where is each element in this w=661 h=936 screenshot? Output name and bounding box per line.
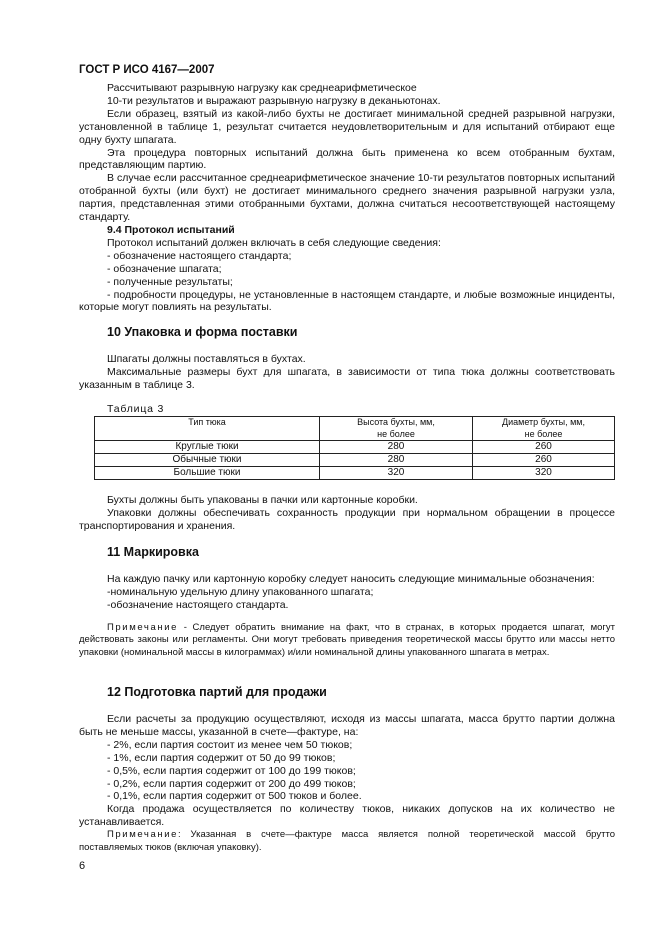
paragraph: Максимальные размеры бухт для шпагата, в зависимости от типа тюка должны соответствовать указанным в таблице 3. bbox=[79, 365, 615, 391]
header-cell bbox=[320, 417, 473, 441]
list-item: - 1%, если партия содержит от 50 до 99 тюков; bbox=[107, 751, 336, 764]
bale-type-cell: Большие тюки bbox=[95, 467, 320, 480]
paragraph: Упаковки должны обеспечивать сохранность продукции при нормальном обращении в процессе транспортирования и хранения. bbox=[79, 506, 615, 532]
paragraph: Если образец, взятый из какой-либо бухты не достигает минимальной средней разрывной нагрузки, установленной в таблице 1, результат считается неудовлетворительным и для испытаний отбирают еще одну бухту шпагата. bbox=[79, 107, 615, 146]
paragraph: В случае если рассчитанное среднеарифметическое значение 10-ти результатов повторных испытаний отобранной бухты (или бухт) не достигает минимального среднего значения разрывной нагрузки узла, партия, представленная этими отобранными бухтами, должна считаться несоответствующей настоящему стандарту. bbox=[79, 172, 615, 224]
paragraph: Когда продажа осуществляется по количеству тюков, никаких допусков на их количество не устанавливается. bbox=[79, 803, 615, 829]
note bbox=[79, 829, 615, 854]
subsection-9-4-title: 9.4 Протокол испытаний bbox=[107, 223, 235, 236]
section-12-title: 12 Подготовка партий для продажи bbox=[107, 685, 327, 699]
section-10-title: 10 Упаковка и форма поставки bbox=[107, 325, 298, 339]
note-text: : Указанная в счете—фактуре масса является полной теоретической массой брутто поставляемых тюков (включая упаковку). bbox=[79, 829, 615, 853]
header-text: не более bbox=[377, 428, 415, 439]
diameter-cell: 260 bbox=[473, 441, 615, 454]
header-text: Высота бухты, мм, bbox=[357, 417, 435, 427]
section-12-body bbox=[79, 713, 615, 854]
list-item: - 2%, если партия состоит из менее чем 50 тюков; bbox=[107, 738, 353, 751]
header-cell bbox=[473, 417, 615, 441]
section-10-body bbox=[79, 353, 615, 392]
paragraph: Рассчитывают разрывную нагрузку как среднеарифметическое bbox=[107, 82, 417, 94]
paragraph: Шпагаты должны поставляться в бухтах. bbox=[107, 353, 306, 365]
standard-header: ГОСТ Р ИСО 4167—2007 bbox=[79, 64, 215, 76]
paragraph: Бухты должны быть упакованы в пачки или картонные коробки. bbox=[107, 494, 418, 506]
section-11-body bbox=[79, 573, 615, 659]
note-label: Примечание bbox=[107, 829, 178, 841]
packaging-paragraphs bbox=[79, 494, 615, 533]
section-9-continuation bbox=[79, 82, 615, 314]
list-item: -номинальную удельную длину упакованного шпагата; bbox=[107, 585, 374, 598]
list-item: - 0,5%, если партия содержит от 100 до 199 тюков; bbox=[107, 764, 356, 777]
list-item: - обозначение шпагата; bbox=[107, 262, 222, 275]
table-header-row bbox=[95, 417, 615, 441]
header-text: не более bbox=[524, 428, 563, 439]
paragraph: На каждую пачку или картонную коробку следует наносить следующие минимальные обозначения: bbox=[107, 573, 595, 585]
note bbox=[79, 622, 615, 659]
table-row bbox=[95, 467, 615, 480]
bale-type-cell: Обычные тюки bbox=[95, 454, 320, 467]
section-11-title: 11 Маркировка bbox=[107, 545, 199, 559]
paragraph: Если расчеты за продукцию осуществляют, исходя из массы шпагата, масса брутто партии должна быть не меньше массы, указанной в счете—фактуре, на: bbox=[79, 713, 615, 738]
height-cell: 320 bbox=[320, 467, 473, 480]
list-item: - обозначение настоящего стандарта; bbox=[107, 249, 292, 262]
list-item: - подробности процедуры, не установленные в настоящем стандарте, и любые возможные инциденты, которые могут повлиять на результаты. bbox=[79, 288, 615, 314]
table-caption: Таблица 3 bbox=[107, 403, 165, 415]
table-row bbox=[95, 454, 615, 467]
height-cell: 280 bbox=[320, 441, 473, 454]
bale-type-cell: Круглые тюки bbox=[95, 441, 320, 454]
diameter-cell: 320 bbox=[473, 467, 615, 480]
coil-size-table bbox=[94, 416, 615, 480]
diameter-cell: 260 bbox=[473, 454, 615, 467]
paragraph: 10-ти результатов и выражают разрывную нагрузку в деканьютонах. bbox=[107, 94, 441, 107]
note-label: Примечание bbox=[107, 621, 178, 633]
list-item: -обозначение настоящего стандарта. bbox=[107, 598, 289, 611]
header-text: Диаметр бухты, мм, bbox=[502, 417, 585, 427]
list-item: - полученные результаты; bbox=[107, 275, 233, 288]
page-number: 6 bbox=[79, 860, 86, 872]
paragraph: Эта процедура повторных испытаний должна быть применена ко всем отобранным бухтам, представляющим партию. bbox=[79, 146, 615, 172]
height-cell: 280 bbox=[320, 454, 473, 467]
table-row bbox=[95, 441, 615, 454]
header-cell: Тип тюка bbox=[95, 417, 320, 441]
list-item: - 0,1%, если партия содержит от 500 тюков и более. bbox=[107, 790, 362, 803]
note-text: - Следует обратить внимание на факт, что в странах, в которых продается шпагат, могут действовать законы или регламенты. Они могут требовать приведения теоретической массы брутто или массы нетто упаковки (номинальной массы в килограммах) и/или номинальной длины упакованного шпагата в метрах. bbox=[79, 621, 615, 658]
paragraph: Протокол испытаний должен включать в себя следующие сведения: bbox=[107, 236, 441, 249]
list-item: - 0,2%, если партия содержит от 200 до 499 тюков; bbox=[107, 777, 356, 790]
